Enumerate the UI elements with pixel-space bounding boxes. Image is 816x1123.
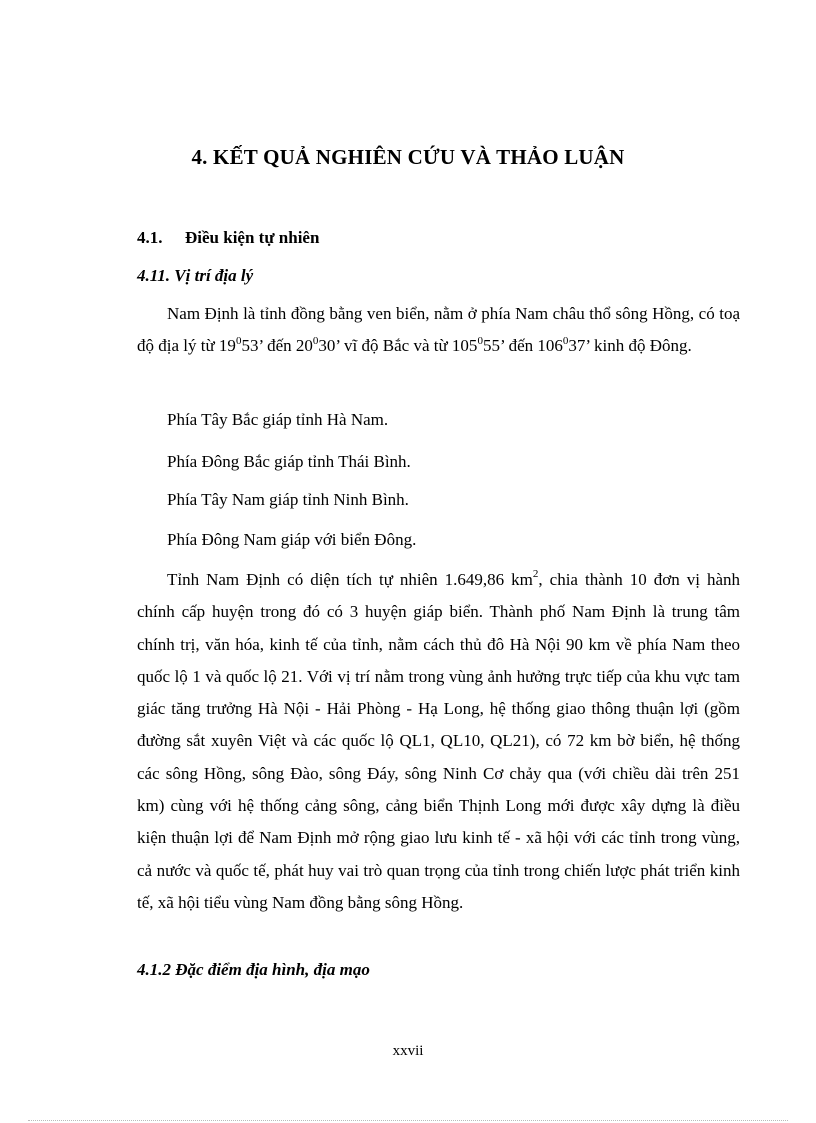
section-title: Điều kiện tự nhiên: [185, 228, 320, 247]
section-heading: [137, 228, 319, 248]
section-number: 4.1.: [137, 228, 163, 247]
chapter-title: 4. KẾT QUẢ NGHIÊN CỨU VÀ THẢO LUẬN: [191, 145, 625, 169]
text-run: Tỉnh Nam Định có diện tích tự nhiên 1.649,86 km: [167, 570, 533, 589]
page-number: xxvii: [392, 1043, 424, 1059]
border-northeast: Phía Đông Bắc giáp tỉnh Thái Bình.: [167, 452, 411, 471]
border-northwest: Phía Tây Bắc giáp tỉnh Hà Nam.: [167, 410, 389, 429]
degree-sup: 0: [562, 334, 569, 347]
paragraph-area-description: [137, 564, 740, 919]
text-run: , chia thành 10 đơn vị hành chính cấp huyện trong đó có 3 huyện giáp biển. Thành phố Nam Định là trung tâm chính trị, văn hóa, kinh tế của tỉnh, nằm cách thủ đô Hà Nội 90 km về phía Nam theo quốc lộ 1 và quốc lộ 21. Với vị trí nằm trong vùng ảnh hưởng trực tiếp của khu vực tam giác tăng trưởng Hà Nội - Hải Phòng - Hạ Long, hệ thống giao thông thuận lợi (gồm đường sắt xuyên Việt và các quốc lộ QL1, QL10, QL21), có 72 km bờ biển, hệ thống các sông Hồng, sông Đào, sông Đáy, sông Ninh Cơ chảy qua (với chiều dài trên 251 km) cùng với hệ thống cảng sông, cảng biển Thịnh Long mới được xây dựng là điều kiện thuận lợi để Nam Định mở rộng giao lưu kinh tế - xã hội với các tỉnh trong vùng, cả nước và quốc tế, phát huy vai trò quan trọng của tỉnh trong chiến lược phát triển kinh tế, xã hội tiểu vùng Nam đồng bằng sông Hồng.: [137, 570, 741, 912]
text-run: 37’ kinh độ Đông.: [568, 336, 692, 356]
text-run: Nam Định là tỉnh đồng bằng ven biển, nằm ở phía Nam châu thổ sông Hồng, có toạ độ địa lý từ 19: [137, 304, 740, 356]
paragraph-coordinates: [137, 298, 740, 363]
text-run: 55’ đến 106: [482, 336, 563, 356]
text-run: 30’ vĩ độ Bắc và từ 105: [318, 336, 478, 356]
border-southeast: Phía Đông Nam giáp với biển Đông.: [167, 530, 417, 549]
subsection-heading-location: 4.11. Vị trí địa lý: [137, 266, 254, 285]
subsection-heading-terrain: 4.1.2 Đặc điểm địa hình, địa mạo: [137, 960, 370, 979]
text-run: 53’ đến 20: [241, 336, 313, 356]
degree-sup: 0: [312, 334, 319, 347]
border-southwest: Phía Tây Nam giáp tỉnh Ninh Bình.: [167, 490, 409, 509]
page-bottom-divider: [28, 1120, 788, 1121]
degree-sup: 0: [235, 334, 242, 347]
squared-sup: 2: [532, 568, 539, 581]
degree-sup: 0: [477, 334, 483, 347]
